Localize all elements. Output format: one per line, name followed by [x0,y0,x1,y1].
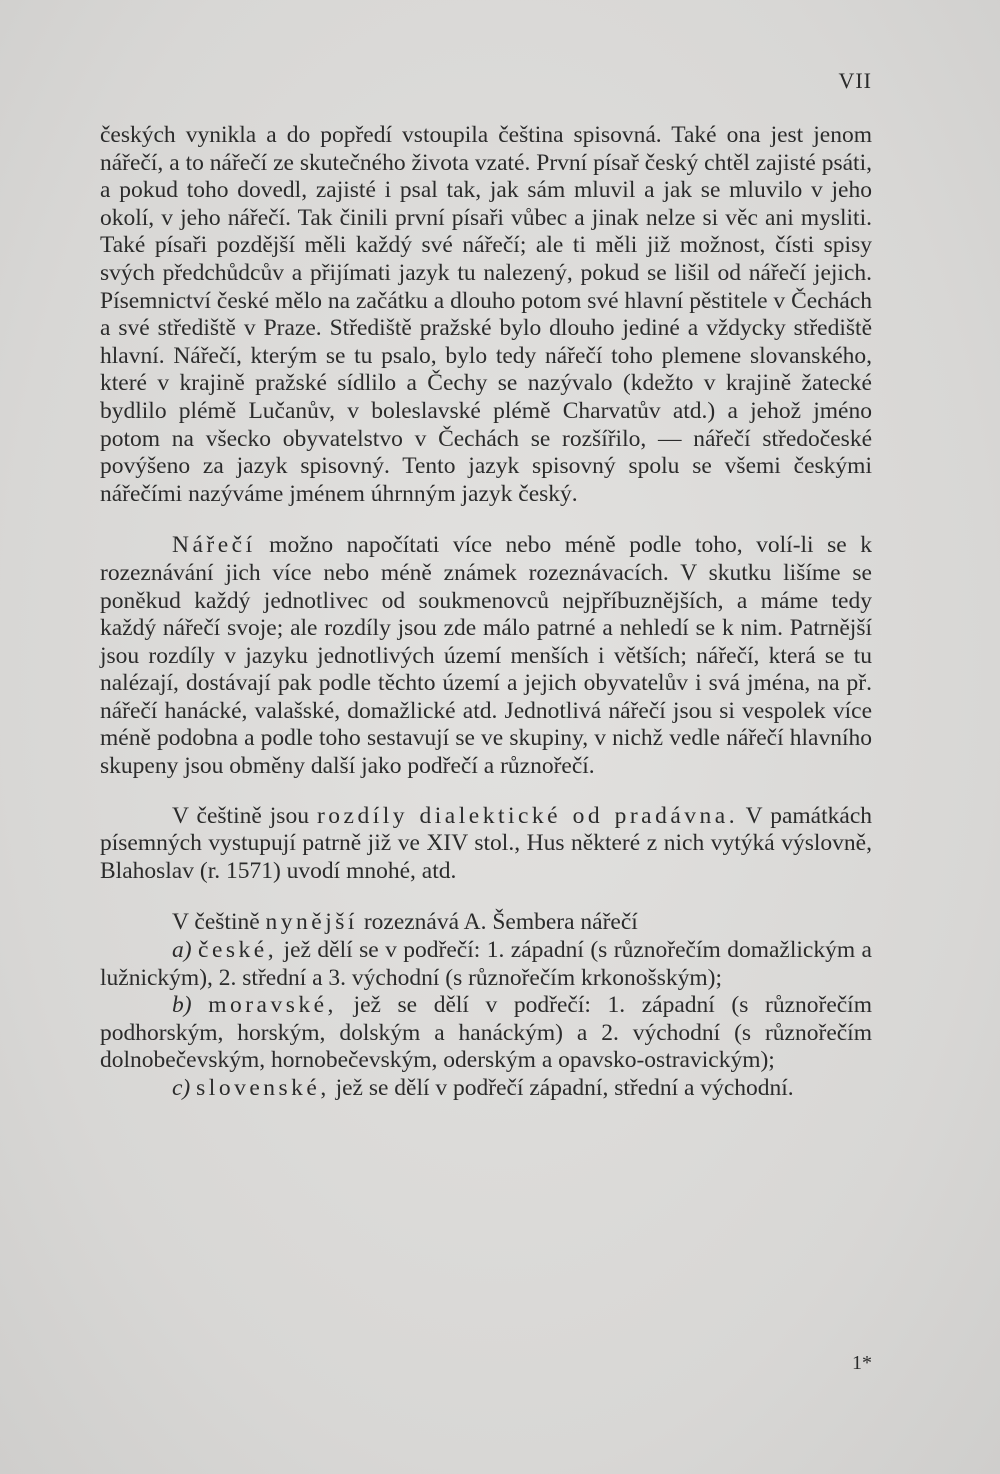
item-a-text: jež dělí se v podřečí: 1. západní (s různořečím domažlickým a lužnickým), 2. střední a 3. východní (s různořečím krkonošským); [100,937,872,991]
list-item-a [100,937,872,992]
item-a-letter: a) [172,937,192,964]
item-c-text: jež se dělí v podřečí západní, střední a východní. [329,1075,794,1101]
term-nynejsi: nynější [265,909,358,936]
paragraph-3 [100,803,872,886]
paragraph-1: českých vynikla a do popředí vstoupila čeština spisovná. Také ona jest jenom nářečí, a to nářečí ze skutečného života vzaté. První písař český chtěl zajisté psáti, a pokud toho dovedl, zajisté i psal tak, jak sám mluvil a jak se mluvilo v jeho okolí, v jeho nářečí. Tak činili první písaři vůbec a jinak nelze si věc ani mysliti. Také písaři pozdější měli každý své nářečí; ale ti měli již možnost, čísti spisy svých předchůdcův a přijímati jazyk tu nalezený, pokud se lišil od nářečí jejich. Písemnictví české mělo na začátku a dlouho potom své hlavní pěstitele v Čechách a své střediště v Praze. Střediště pražské bylo dlouho jediné a vždycky střediště hlavní. Nářečí, kterým se tu psalo, bylo tedy nářečí toho plemene slovanského, které v krajině pražské sídlilo a Čechy se nazývalo (kdežto v krajině žatecké bydlilo plémě Lučanův, v boleslavské plémě Charvatův atd.) a jehož jméno potom na všecko obyvatelstvo v Čechách se rozšířilo, — nářečí středočeské povýšeno za jazyk spisovný. Tento jazyk spisovný spolu se všemi českými nářečími nazýváme jménem úhrnným jazyk český. [100,122,872,507]
term-rozdily: rozdíly dialektické od pradávna. [316,802,739,829]
paragraph-4-lead: V češtině [172,909,266,936]
item-c-letter: c) [172,1075,191,1101]
list-item-c [100,1075,872,1103]
term-nareci: Nářečí [172,532,256,559]
page-number: VII [838,68,872,93]
item-b-letter: b) [172,992,192,1019]
paragraph-3-lead: V češtině jsou [172,802,317,829]
item-a-term: české, [198,937,278,964]
paragraph-4 [100,909,872,937]
page-body [100,122,872,1103]
list-item-b [100,992,872,1075]
item-b-term: moravské, [208,992,337,1019]
paragraph-3-text: V památkách písemných vystupují patrně již ve XIV stol., Hus některé z nich vytýká výslovně, Blahoslav (r. 1571) uvodí mnohé, atd. [100,802,873,884]
signature-mark: 1* [852,1352,872,1374]
item-c-term: slovenské, [196,1075,330,1101]
paragraph-2 [100,532,872,780]
item-b-text: jež se dělí v podřečí: 1. západní (s různořečím podhorským, horským, dolským a hanáckým) a 2. východní (s různořečím dolnobečevským, hornobečevským, oderským a opavsko-ostravickým); [100,992,872,1074]
paragraph-2-text: možno napočítati více nebo méně podle toho, volí-li se k rozeznávání jich více nebo méně známek rozeznávacích. V skutku lišíme se poněkud každý jednotlivec od soukmenovců nejpříbuznějších, a máme tedy každý nářečí svoje; ale rozdíly jsou zde málo patrné a nehledí se k nim. Patrnější jsou rozdíly v jazyku jednotlivých území menších i větších; nářečí, která se tu nalézají, dostávají pak podle těchto území a jejich obyvatelův i svá jména, na př. nářečí hanácké, valašské, domažlické atd. Jednotlivá nářečí jsou si vespolek více méně podobna a podle toho sestavují se ve skupiny, v nichž vedle nářečí hlavního skupeny jsou obměny další jako podřečí a různořečí. [100,532,872,780]
paragraph-4-text: rozeznává A. Šembera nářečí [357,909,638,936]
